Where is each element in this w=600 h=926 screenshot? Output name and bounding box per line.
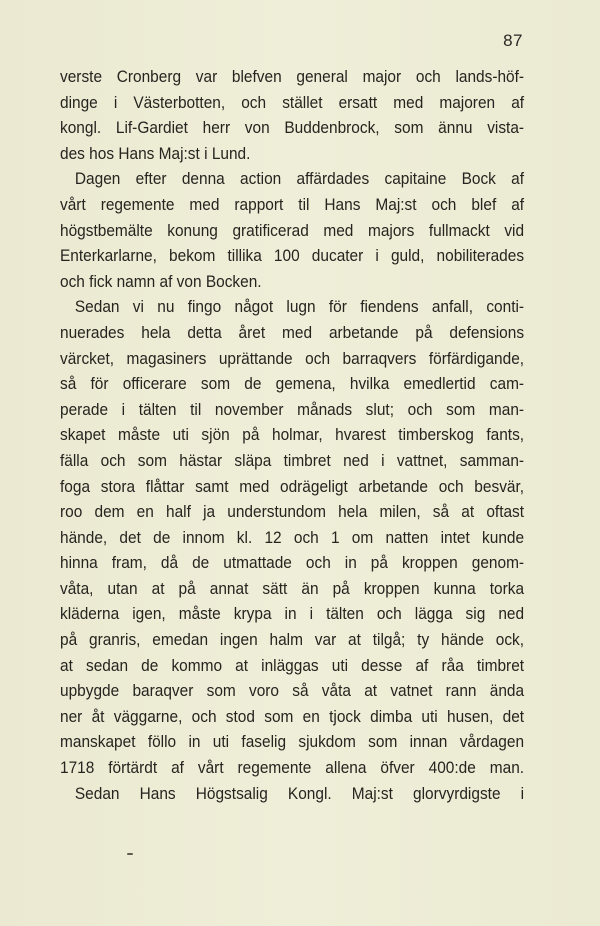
paragraph <box>60 166 524 294</box>
text-line: hände, det de innom kl. 12 och 1 om natten intet kunde <box>60 527 525 547</box>
text-line: Dagen efter denna action affärdades capitaine Bock af <box>74 169 525 189</box>
text-line: 1718 förtärdt af vårt regemente allena öfver 400:de man. <box>60 758 525 778</box>
text-line: Sedan vi nu fingo något lugn för fiendens anfall, conti- <box>74 297 525 317</box>
text-line: så för officerare som de gemena, hvilka emedlertid cam- <box>60 374 525 394</box>
print-speck <box>127 853 133 855</box>
text-line: högstbemälte konung gratificerad med majors fullmackt vid <box>60 220 525 240</box>
text-line: skapet måste uti sjön på holmar, hvarest timberskog fants, <box>60 425 525 445</box>
text-line: nuerades hela detta året med arbetande på defensions <box>60 322 525 342</box>
text-line: dinge i Västerbotten, och stället ersatt med majoren af <box>60 92 525 112</box>
text-line: verste Cronberg var blefven general major och lands-höf- <box>60 67 525 86</box>
paragraph <box>60 781 524 807</box>
text-line: foga stora flåttar samt med odrägeligt arbetande och besvär, <box>60 476 525 496</box>
text-line: manskapet föllo in uti faselig sjukdom som innan vårdagen <box>60 732 525 752</box>
text-line: kläderna igen, måste krypa in i tälten och lägga sig ned <box>60 604 525 624</box>
text-line: kongl. Lif-Gardiet herr von Buddenbrock, som ännu vista- <box>60 118 525 138</box>
text-line: roo dem en half ja understundom hela milen, så at oftast <box>60 502 525 522</box>
text-line: des hos Hans Maj:st i Lund. <box>60 143 251 163</box>
text-line: upbygde baraqver som voro så våta at vatnet rann ända <box>60 681 525 701</box>
text-line: Sedan Hans Högstsalig Kongl. Maj:st glorvyrdigste i <box>74 783 525 803</box>
paragraph <box>60 64 524 166</box>
text-line: våta, utan at på annat sätt än på kroppen kunna torka <box>60 578 525 598</box>
text-line: vårt regemente med rapport til Hans Maj:st och blef af <box>60 194 525 214</box>
text-line: hinna fram, då de utmattade och in på kroppen genom- <box>60 553 525 573</box>
text-line: fälla och som hästar släpa timbret ned i vattnet, samman- <box>60 450 525 470</box>
text-line: och fick namn af von Bocken. <box>60 271 262 291</box>
paragraph <box>60 294 524 780</box>
text-line: perade i tälten til november månads slut; och som man- <box>60 399 525 419</box>
body-text <box>60 64 524 806</box>
text-line: värcket, magasiners uprättande och barraqvers förfärdigande, <box>60 348 525 368</box>
text-line: ner åt väggarne, och stod som en tjock dimba uti husen, det <box>60 706 525 726</box>
text-line: på granris, emedan ingen halm var at tilgå; ty hände ock, <box>60 630 525 650</box>
page-number: 87 <box>503 31 523 50</box>
text-line: at sedan de kommo at inläggas uti desse af råa timbret <box>60 655 525 675</box>
text-line: Enterkarlarne, bekom tillika 100 ducater i guld, nobiliterades <box>60 246 525 266</box>
